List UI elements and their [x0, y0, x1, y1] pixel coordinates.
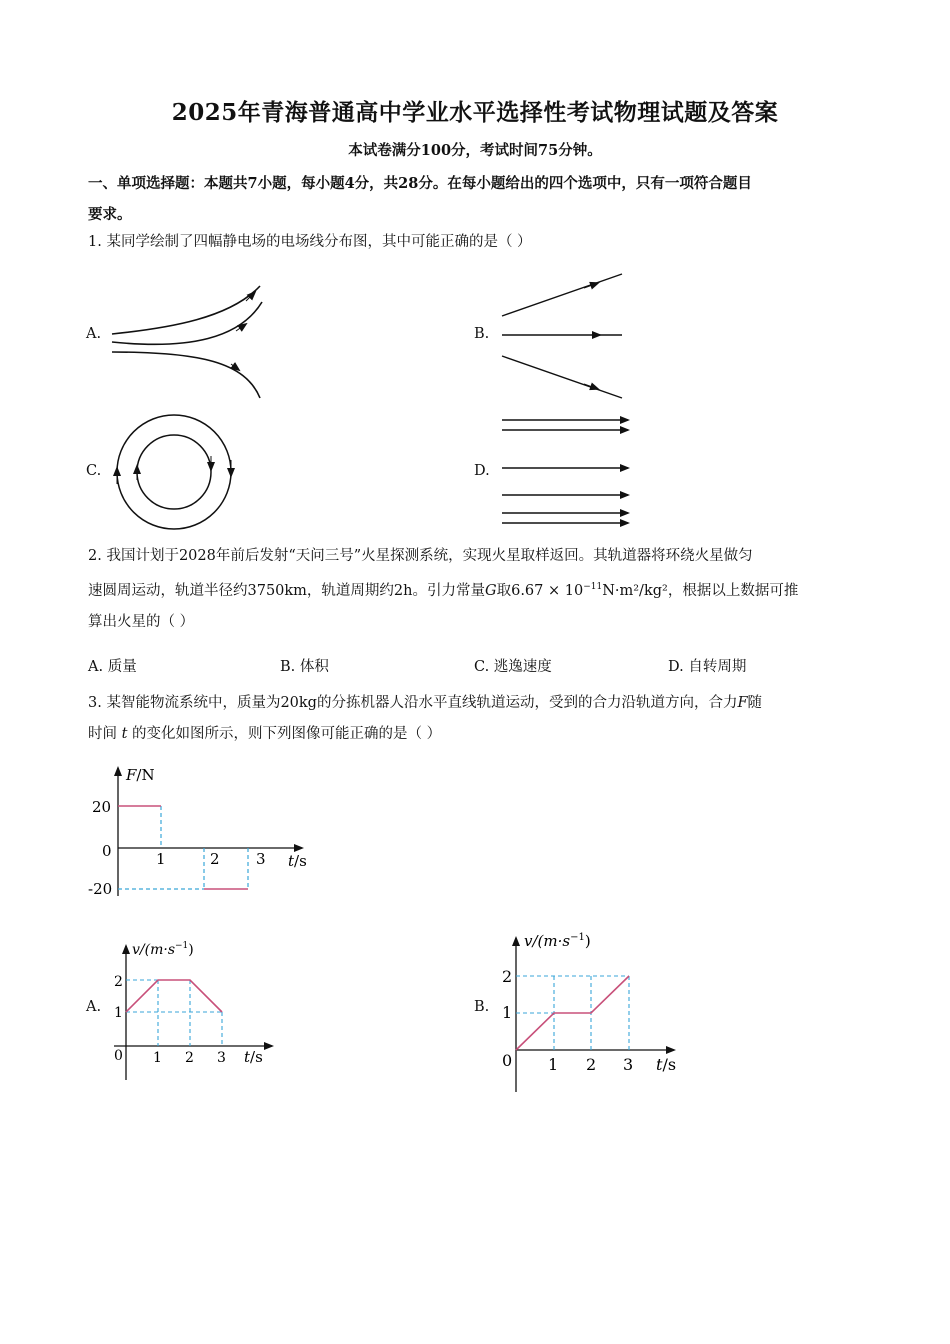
f-tick-2: 2 — [210, 850, 220, 868]
q3-option-b-label: B. — [474, 999, 490, 1015]
force-time-graph — [84, 760, 324, 902]
q2-line1: 2. 我国计划于2028年前后发射“天问三号”火星探测系统，实现火星取样返回。其轨道器将环绕火星做匀 — [88, 548, 753, 564]
q1-option-d-label: D. — [474, 463, 490, 479]
f-tick-20: 20 — [92, 798, 112, 816]
q2-exponent: −11 — [583, 582, 603, 592]
question-2-stem — [88, 541, 868, 638]
va-tick-y1: 1 — [114, 1005, 123, 1021]
va-tick-x3: 3 — [217, 1050, 226, 1066]
q3-line2 — [88, 719, 868, 750]
section-heading-line2: 要求。 — [88, 206, 132, 223]
field-line-top — [502, 274, 622, 316]
q2-line2-b: 取6.67 × 10 — [496, 582, 584, 599]
field-line-3 — [112, 352, 260, 398]
vb-xlabel: t/s — [656, 1055, 677, 1074]
q2-constant-g: G — [485, 582, 497, 599]
q2-option-d: D. 自转周期 — [668, 659, 747, 675]
q1-option-b-label: B. — [474, 326, 490, 342]
q3-option-a-label: A. — [86, 999, 102, 1015]
vb-tick-y1: 1 — [502, 1003, 513, 1022]
va-tick-y2: 2 — [114, 974, 123, 990]
q1-figure-c — [108, 410, 242, 534]
va-tick-x2: 2 — [185, 1050, 194, 1066]
q3-line1-a: 3. 某智能物流系统中，质量为20kg的分拣机器人沿水平直线轨道运动，受到的合力沿轨道方向，合力 — [88, 695, 738, 711]
velocity-graph-b — [496, 926, 686, 1094]
q1-figure-a — [100, 268, 280, 408]
q1-figure-b — [496, 268, 636, 408]
q3-time-symbol: t — [121, 726, 128, 742]
va-curve — [126, 980, 222, 1012]
f-tick-3: 3 — [256, 850, 266, 868]
page-title: 2025年青海普通高中学业水平选择性考试物理试题及答案 — [171, 99, 779, 126]
q2-option-c: C. 逃逸速度 — [474, 659, 552, 675]
q1-option-a-label: A. — [86, 326, 102, 342]
q1-figure-d — [496, 410, 636, 534]
va-tick-origin: 0 — [114, 1048, 123, 1064]
q3-line2-a: 时间 — [88, 726, 122, 742]
exam-info: 本试卷满分100分，考试时间75分钟。 — [348, 142, 602, 159]
q2-line2-a: 速圆周运动，轨道半径约3750km，轨道周期约2h。引力常量 — [88, 582, 485, 599]
q2-line3: 算出火星的（ ） — [88, 613, 195, 630]
field-line-bottom — [502, 356, 622, 398]
vb-tick-origin: 0 — [502, 1051, 513, 1070]
field-line-2 — [112, 302, 262, 344]
q3-force-symbol: F — [737, 695, 748, 711]
section-heading-line1: 一、单项选择题：本题共7小题，每小题4分，共28分。在每小题给出的四个选项中，只有一项符合题目 — [88, 175, 752, 192]
q2-option-b: B. 体积 — [280, 659, 329, 675]
vb-tick-x1: 1 — [548, 1055, 559, 1074]
q3-line1-b: 随 — [747, 695, 763, 711]
vb-tick-x3: 3 — [623, 1055, 634, 1074]
field-circle-inner — [137, 435, 211, 509]
f-tick-1: 1 — [156, 850, 166, 868]
f-tick-0: 0 — [102, 842, 112, 860]
va-ylabel: $v/(m\cdot s^{-1})$ — [132, 941, 194, 958]
question-3-stem — [88, 688, 868, 750]
field-line-bottom-arrow — [584, 384, 598, 389]
velocity-graph-a — [104, 932, 284, 1082]
va-tick-x1: 1 — [153, 1050, 162, 1066]
q2-line2-c: N·m²/kg²，根据以上数据可推 — [602, 582, 799, 599]
q3-line1 — [88, 688, 868, 719]
vb-ylabel: $v/(m\cdot s^{-1})$ — [524, 932, 591, 950]
section-heading — [88, 168, 868, 230]
va-xlabel: t/s — [244, 1048, 263, 1066]
f-xlabel: t/s — [288, 852, 307, 870]
question-1-stem: 1. 某同学绘制了四幅静电场的电场线分布图，其中可能正确的是（ ） — [88, 234, 532, 250]
q2-line2 — [88, 572, 868, 607]
vb-tick-x2: 2 — [586, 1055, 597, 1074]
field-circle-outer — [117, 415, 231, 529]
q1-option-c-label: C. — [86, 463, 102, 479]
f-tick-neg20: -20 — [88, 880, 113, 898]
f-ylabel: F/N — [126, 766, 155, 784]
field-line-2-arrow — [236, 324, 246, 331]
q3-line2-b: 的变化如图所示，则下列图像可能正确的是（ ） — [127, 726, 442, 742]
field-line-top-arrow — [584, 283, 598, 288]
q2-option-a: A. 质量 — [88, 659, 137, 675]
vb-tick-y2: 2 — [502, 967, 513, 986]
